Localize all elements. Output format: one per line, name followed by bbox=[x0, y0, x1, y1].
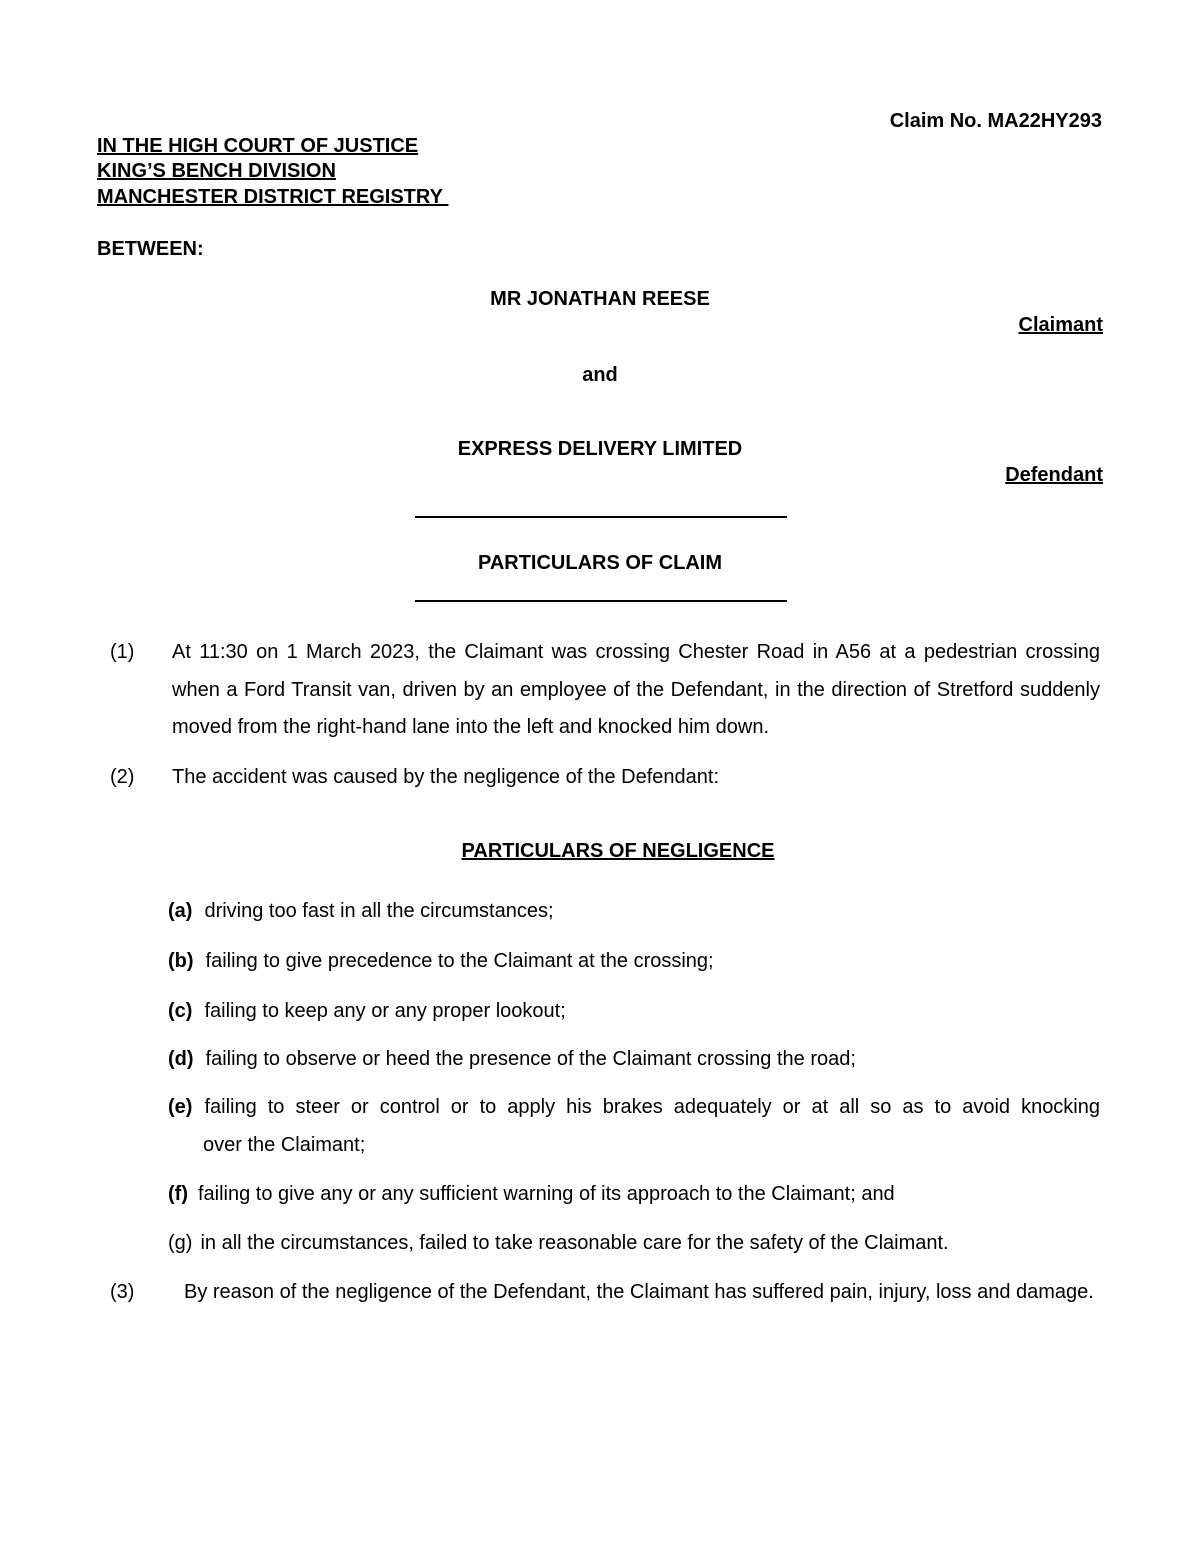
document-title: PARTICULARS OF CLAIM bbox=[477, 552, 723, 574]
court-division: KING’S BENCH DIVISION bbox=[97, 160, 336, 182]
list-item bbox=[168, 893, 554, 931]
item-line-first bbox=[168, 1089, 1100, 1127]
negligence-heading: PARTICULARS OF NEGLIGENCE bbox=[461, 840, 775, 862]
claimant-role: Claimant bbox=[1018, 314, 1103, 336]
item-text: failing to observe or heed the presence of the Claimant crossing the road; bbox=[205, 1048, 856, 1070]
claimant-name: MR JONATHAN REESE bbox=[490, 288, 710, 310]
and-separator: and bbox=[582, 364, 618, 386]
item-label: (b) bbox=[168, 950, 194, 972]
between-label: BETWEEN: bbox=[97, 238, 204, 260]
paragraph-number: (1) bbox=[110, 641, 135, 663]
list-item bbox=[168, 1089, 1100, 1164]
defendant-role: Defendant bbox=[1005, 464, 1103, 486]
list-item bbox=[168, 943, 714, 981]
item-text: in all the circumstances, failed to take reasonable care for the safety of the Claimant. bbox=[200, 1232, 949, 1254]
paragraph-number: (3) bbox=[110, 1281, 135, 1303]
item-label: (g) bbox=[168, 1232, 193, 1254]
court-name: IN THE HIGH COURT OF JUSTICE bbox=[97, 135, 419, 157]
list-item bbox=[168, 1176, 895, 1214]
court-registry: MANCHESTER DISTRICT REGISTRY bbox=[97, 186, 443, 208]
item-text: driving too fast in all the circumstances; bbox=[204, 900, 554, 922]
item-label: (c) bbox=[168, 1000, 193, 1022]
item-label: (d) bbox=[168, 1048, 194, 1070]
item-text: failing to give precedence to the Claimant at the crossing; bbox=[205, 950, 714, 972]
claim-number: Claim No. MA22HY293 bbox=[889, 110, 1102, 132]
list-item bbox=[168, 1225, 949, 1263]
item-text: failing to steer or control or to apply his brakes adequately or at all so as to avoid knocking bbox=[204, 1096, 1100, 1118]
title-rule-top bbox=[415, 516, 787, 518]
paragraph-number: (2) bbox=[110, 766, 135, 788]
item-text: failing to give any or any sufficient warning of its approach to the Claimant; and bbox=[197, 1183, 895, 1205]
item-label: (a) bbox=[168, 900, 193, 922]
item-label: (e) bbox=[168, 1096, 193, 1118]
item-label: (f) bbox=[168, 1183, 188, 1205]
paragraph-text: By reason of the negligence of the Defendant, the Claimant has suffered pain, injury, loss and damage. bbox=[184, 1281, 1094, 1303]
list-item bbox=[168, 1041, 856, 1079]
paragraph-text: The accident was caused by the negligence of the Defendant: bbox=[172, 766, 720, 788]
item-text: failing to keep any or any proper lookout; bbox=[204, 1000, 566, 1022]
list-item bbox=[168, 993, 566, 1031]
title-rule-bottom bbox=[415, 600, 787, 602]
item-text-continuation: over the Claimant; bbox=[203, 1133, 366, 1156]
defendant-name: EXPRESS DELIVERY LIMITED bbox=[457, 438, 743, 460]
paragraph-text: At 11:30 on 1 March 2023, the Claimant was crossing Chester Road in A56 at a pedestrian crossing when a Ford Transit van, driven by an employee of the Defendant, in the direction of Stretford suddenly moved from the right-hand lane into the left and knocked him down. bbox=[172, 641, 1100, 738]
